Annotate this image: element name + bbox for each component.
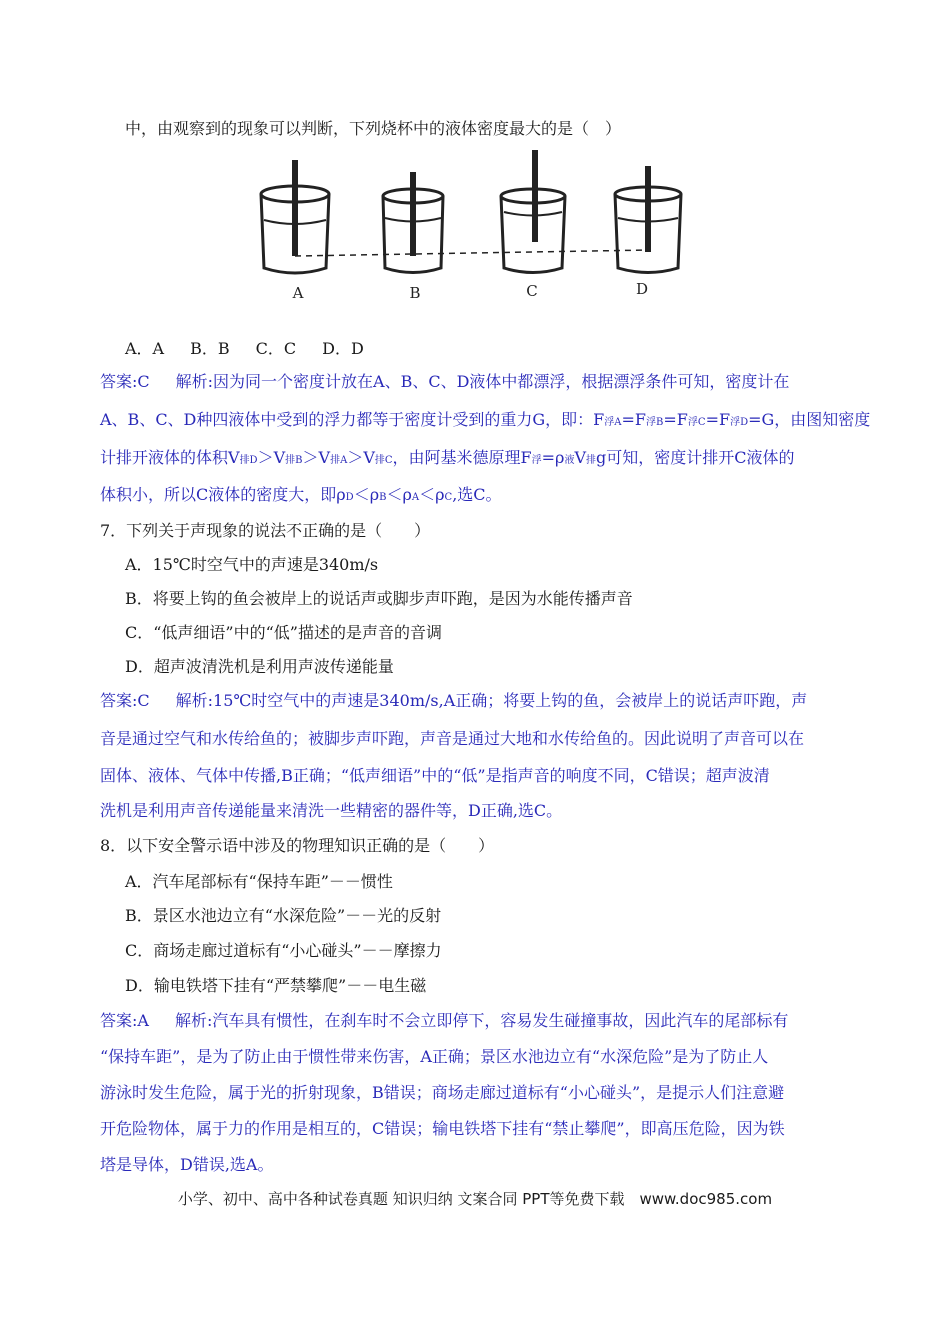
beaker-b [383, 172, 443, 273]
q6-options [125, 338, 875, 360]
q6-option-d: D．D [322, 339, 364, 358]
beaker-label-d: D [635, 280, 649, 298]
q8-answer-line-3: 游泳时发生危险，属于光的折射现象，B错误；商场走廊过道标有“小心碰头”，是提示人们注意避 [100, 1083, 785, 1102]
q8-stem: 8．以下安全警示语中涉及的物理知识正确的是（ ） [100, 836, 495, 855]
q7-answer-line-3: 固体、液体、气体中传播,B正确；“低声细语”中的“低”是指声音的响度不同，C错误；超声波清 [100, 766, 770, 785]
q7-option-d: D．超声波清洗机是利用声波传递能量 [125, 657, 394, 676]
q7-option-b: B．将要上钩的鱼会被岸上的说话声或脚步声吓跑，是因为水能传播声音 [125, 589, 633, 608]
q7-stem: 7．下列关于声现象的说法不正确的是（ ） [100, 521, 431, 540]
q6-answer-line-1: 答案:C 解析:因为同一个密度计放在A、B、C、D液体中都漂浮，根据漂浮条件可知，密度计在 [100, 372, 790, 391]
q8-answer-line-4: 开危险物体，属于力的作用是相互的，C错误；输电铁塔下挂有“禁止攀爬”，即高压危险，因为铁 [100, 1119, 785, 1138]
q6-option-c: C．C [255, 339, 297, 358]
q8-answer-line-1: 答案:A 解析:汽车具有惯性，在刹车时不会立即停下，容易发生碰撞事故，因此汽车的尾部标有 [100, 1011, 789, 1030]
beaker-label-b: B [409, 284, 421, 302]
beakers-figure [250, 146, 700, 306]
q7-answer-label: 答案:C [100, 691, 150, 710]
q8-answer-label: 答案:A [100, 1011, 149, 1030]
q6-answer-line-4: 体积小，所以C液体的密度大，即ρD＜ρB＜ρA＜ρC,选C。 [100, 485, 502, 504]
q8-answer-line-2: “保持车距”，是为了防止由于惯性带来伤害，A正确；景区水池边立有“水深危险”是为了防止人 [100, 1047, 769, 1066]
beaker-d [615, 166, 681, 273]
beaker-label-a: A [292, 284, 304, 302]
q7-answer-line-2: 音是通过空气和水传给鱼的；被脚步声吓跑，声音是通过大地和水传给鱼的。因此说明了声音可以在 [100, 729, 805, 748]
q6-answer-line-3: 计排开液体的体积V排D＞V排B＞V排A＞V排C，由阿基米德原理F浮=ρ液V排g可知，密度计排开C液体的 [100, 448, 795, 467]
q8-option-a: A．汽车尾部标有“保持车距”－－惯性 [125, 872, 393, 891]
q6-answer-line-2: A、B、C、D种四液体中受到的浮力都等于密度计受到的重力G，即：F浮A=F浮B=F浮C=F浮D=G，由图知密度 [100, 410, 871, 429]
q8-option-d: D．输电铁塔下挂有“严禁攀爬”－－电生磁 [125, 976, 427, 995]
q6-stem: 中，由观察到的现象可以判断，下列烧杯中的液体密度最大的是（ ） [125, 119, 622, 138]
q8-option-c: C．商场走廊过道标有“小心碰头”－－摩擦力 [125, 941, 442, 960]
q7-answer-line-1: 答案:C 解析:15℃时空气中的声速是340m/s,A正确；将要上钩的鱼，会被岸上的说话声吓跑，声 [100, 691, 808, 710]
q6-option-a: A．A [125, 339, 165, 358]
dashed-reference-line [295, 250, 650, 256]
beaker-label-c: C [526, 282, 538, 300]
q8-option-b: B．景区水池边立有“水深危险”－－光的反射 [125, 906, 442, 925]
beaker-c [501, 150, 565, 273]
q7-option-c: C．“低声细语”中的“低”描述的是声音的音调 [125, 623, 442, 642]
q6-answer-label: 答案:C [100, 372, 150, 391]
q7-answer-line-4: 洗机是利用声音传递能量来清洗一些精密的器件等，D正确,选C。 [100, 801, 563, 820]
q7-option-a: A．15℃时空气中的声速是340m/s [125, 555, 379, 574]
q6-option-b: B．B [190, 339, 230, 358]
page-footer: 小学、初中、高中各种试卷真题 知识归纳 文案合同 PPT等免费下载 www.doc985.com [177, 1190, 773, 1208]
q8-answer-line-5: 塔是导体，D错误,选A。 [100, 1155, 274, 1174]
